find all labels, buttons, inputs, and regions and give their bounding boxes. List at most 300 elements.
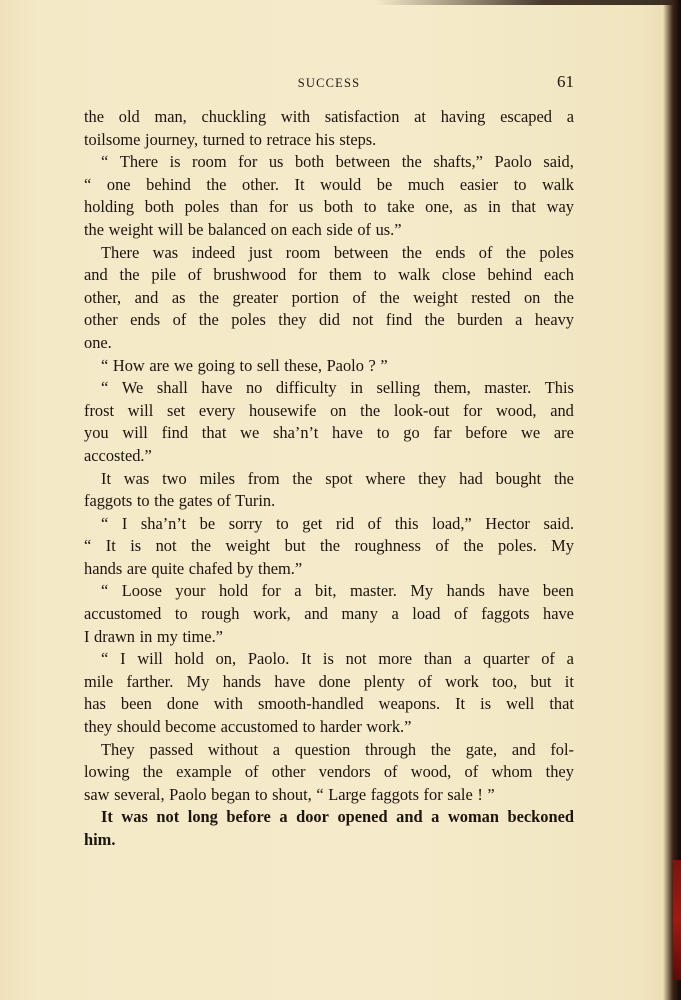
word: for: [298, 265, 318, 285]
word: between: [333, 242, 389, 262]
text-line: [84, 196, 574, 219]
word: wood,: [495, 400, 537, 420]
word: of: [418, 671, 432, 691]
word: the: [553, 287, 574, 307]
word: the: [198, 310, 219, 330]
word: There: [101, 242, 140, 262]
word: hands: [222, 671, 262, 691]
word: more: [378, 649, 413, 669]
word: way: [546, 197, 574, 217]
word: plenty: [363, 671, 405, 691]
word: whom: [491, 762, 533, 782]
word: on: [523, 287, 541, 307]
word: of: [478, 242, 493, 262]
word: one.: [84, 332, 112, 352]
word: My: [551, 536, 574, 556]
word: him.: [84, 830, 116, 849]
word: other.: [242, 174, 279, 194]
word: of: [357, 219, 371, 239]
word: question: [294, 739, 351, 759]
word: them.”: [258, 558, 303, 578]
text-line: [84, 106, 574, 129]
text-line: [84, 671, 574, 694]
word: They: [101, 739, 135, 759]
word: a: [272, 739, 281, 759]
text-line: [84, 400, 574, 423]
word: and: [396, 807, 423, 827]
word: been: [542, 581, 574, 601]
word: the: [401, 152, 422, 172]
word: balanced: [207, 219, 267, 239]
word: have: [201, 378, 233, 398]
text-line: [84, 626, 574, 649]
word: on: [330, 400, 347, 420]
word: has: [84, 694, 106, 714]
word: we: [173, 355, 194, 375]
word: harder: [319, 717, 362, 737]
word: be: [187, 219, 204, 239]
word: going: [197, 355, 235, 375]
word: become: [165, 717, 217, 737]
word: it: [564, 671, 574, 691]
word: was: [123, 468, 150, 488]
word: old: [118, 107, 140, 126]
word: the: [360, 400, 381, 420]
text-line: [84, 603, 574, 626]
word: poles: [539, 242, 574, 262]
word: miles: [199, 468, 235, 488]
word: on: [270, 219, 288, 239]
word: from: [247, 468, 280, 488]
word: of: [244, 762, 259, 782]
word: without: [207, 739, 259, 759]
text-line: [84, 558, 574, 581]
word: sell: [256, 355, 280, 375]
word: indeed: [191, 242, 236, 262]
word: each: [543, 265, 574, 285]
word: to: [249, 129, 262, 149]
word: as: [463, 197, 478, 217]
word: well: [506, 694, 535, 714]
word: of: [217, 491, 231, 511]
word: and: [304, 604, 328, 624]
word: sha’n’t: [140, 513, 187, 533]
word: Paolo: [326, 355, 364, 375]
word: portion: [291, 287, 339, 307]
word: the: [119, 265, 140, 285]
word: the: [401, 242, 422, 262]
word: take: [387, 197, 415, 217]
word: chafed: [188, 558, 233, 578]
word: ”: [380, 355, 388, 375]
word: door: [296, 807, 329, 827]
word: will: [137, 649, 163, 669]
word: will: [122, 423, 148, 443]
word: the: [206, 174, 227, 194]
word: and: [134, 287, 159, 307]
word: poles.: [497, 536, 537, 556]
word: of: [383, 762, 398, 782]
page-number: 61: [557, 72, 574, 91]
text-line: [84, 129, 574, 152]
word: to: [275, 513, 289, 533]
word: long: [187, 807, 218, 827]
word: “: [101, 152, 109, 172]
text-line: [84, 580, 574, 603]
word: Turin.: [235, 491, 276, 511]
word: for: [268, 197, 288, 217]
word: they: [278, 310, 307, 330]
word: “: [101, 581, 109, 601]
word: my: [156, 626, 178, 646]
word: burden: [457, 310, 503, 330]
word: opened: [337, 807, 388, 827]
word: quarter: [483, 649, 530, 669]
word: man,: [154, 107, 187, 126]
body-text: [84, 106, 574, 852]
word: for: [238, 152, 258, 172]
word: is: [322, 649, 334, 669]
word: poles: [231, 310, 266, 330]
text-line: [84, 287, 574, 310]
word: every: [198, 400, 236, 420]
text-line: [84, 761, 574, 784]
word: than: [229, 197, 259, 217]
word: before: [226, 807, 271, 827]
word: of: [367, 513, 382, 533]
word: find: [161, 423, 189, 443]
word: sorry: [228, 513, 263, 533]
word: !: [477, 784, 483, 804]
text-line: [84, 513, 574, 536]
word: vendors: [318, 762, 371, 782]
word: have: [332, 423, 363, 443]
word: a: [391, 604, 399, 624]
word: us.”: [375, 219, 402, 239]
word: they: [545, 762, 574, 782]
word: the: [379, 287, 400, 307]
word: they: [84, 717, 113, 737]
word: this: [394, 513, 419, 533]
word: a: [463, 649, 472, 669]
word: accustomed: [84, 604, 162, 624]
word: It: [101, 468, 112, 488]
word: frost: [84, 400, 115, 420]
word: many: [341, 604, 378, 624]
word: quite: [151, 558, 185, 578]
word: we: [240, 423, 260, 443]
word: on,: [215, 649, 237, 669]
word: bit,: [315, 581, 337, 601]
word: are: [149, 355, 170, 375]
word: and: [511, 739, 536, 759]
word: of: [464, 762, 479, 782]
word: retrace: [266, 129, 312, 149]
word: done: [318, 671, 351, 691]
text-line: [84, 151, 574, 174]
word: said.: [543, 513, 574, 533]
word: sha’n’t: [273, 423, 319, 443]
word: gates: [178, 491, 213, 511]
book-spine-red-binding: [673, 860, 681, 980]
word: not: [352, 310, 374, 330]
book-spine-shadow: [663, 0, 681, 1000]
text-line: [84, 490, 574, 513]
word: hands: [84, 558, 123, 578]
text-line: [84, 693, 574, 716]
word: “: [101, 355, 109, 375]
text-line: [84, 309, 574, 332]
word: Loose: [121, 581, 162, 601]
word: to: [302, 717, 316, 737]
word: turned: [202, 129, 245, 149]
word: shout,: [272, 784, 312, 804]
word: you: [84, 423, 109, 443]
text-line: [84, 806, 574, 829]
word: I: [120, 649, 126, 669]
word: drawn: [94, 626, 136, 646]
word: of: [435, 536, 450, 556]
word: with: [280, 107, 311, 126]
text-line: [84, 784, 574, 807]
word: selling: [376, 378, 421, 398]
chapter-title: SUCCESS: [297, 76, 361, 90]
text-line: [84, 422, 574, 445]
word: have: [274, 671, 306, 691]
word: two: [162, 468, 187, 488]
word: work,: [252, 604, 291, 624]
word: heavy: [534, 310, 574, 330]
word: these,: [284, 355, 322, 375]
word: far: [433, 423, 452, 443]
word: set: [166, 400, 186, 420]
page-top-edge: [0, 0, 681, 5]
word: his: [315, 129, 335, 149]
word: the: [505, 242, 526, 262]
word: of: [541, 649, 555, 669]
word: holding: [84, 197, 135, 217]
word: had: [459, 468, 483, 488]
text-line: [84, 219, 574, 242]
word: the: [430, 739, 451, 759]
word: behind: [487, 265, 533, 285]
word: both: [323, 197, 354, 217]
word: room: [192, 152, 227, 172]
word: go: [403, 423, 420, 443]
word: close: [441, 265, 476, 285]
word: the: [84, 107, 105, 126]
word: did: [318, 310, 340, 330]
text-line: [84, 739, 574, 762]
word: master.: [484, 378, 532, 398]
word: weight: [225, 536, 271, 556]
word: just: [248, 242, 273, 262]
word: the: [154, 491, 175, 511]
word: as: [171, 287, 186, 307]
word: not: [345, 649, 367, 669]
word: master.: [349, 581, 397, 601]
word: greater: [232, 287, 279, 307]
word: How: [112, 355, 145, 375]
word: a: [566, 107, 574, 126]
word: It: [301, 649, 312, 669]
word: the: [553, 468, 574, 488]
word: was: [152, 242, 179, 262]
word: been: [120, 694, 152, 714]
text-line: [84, 829, 574, 852]
word: hold: [174, 649, 204, 669]
word: your: [175, 581, 206, 601]
word: will: [127, 400, 154, 420]
word: spot: [325, 468, 353, 488]
word: of: [187, 265, 202, 285]
word: “: [101, 378, 109, 398]
word: accustomed: [220, 717, 299, 737]
text-line: [84, 242, 574, 265]
word: a: [515, 310, 523, 330]
word: they: [418, 468, 447, 488]
text-line: [84, 648, 574, 671]
word: “: [84, 536, 92, 556]
word: should: [116, 717, 161, 737]
word: beckoned: [507, 807, 574, 827]
word: done: [166, 694, 199, 714]
word: in: [487, 197, 501, 217]
word: “: [316, 784, 324, 804]
word: them: [328, 265, 362, 285]
word: chuckling: [201, 107, 267, 126]
word: to: [376, 423, 390, 443]
word: load,”: [432, 513, 472, 533]
word: through: [365, 739, 417, 759]
word: hands: [446, 581, 485, 601]
word: that: [201, 423, 227, 443]
word: get: [302, 513, 323, 533]
word: of: [352, 287, 367, 307]
word: a: [279, 807, 288, 827]
word: easier: [459, 174, 499, 194]
word: passed: [149, 739, 194, 759]
word: is: [480, 694, 492, 714]
word: is: [169, 152, 181, 172]
word: walk: [542, 174, 574, 194]
word: find: [385, 310, 413, 330]
word: steps.: [339, 129, 377, 149]
word: to: [254, 784, 268, 804]
text-line: [84, 445, 574, 468]
word: have: [543, 604, 574, 624]
word: was: [121, 807, 148, 827]
word: to: [239, 355, 253, 375]
word: Paolo: [169, 784, 207, 804]
word: began: [211, 784, 251, 804]
word: “: [101, 513, 109, 533]
text-line: [84, 468, 574, 491]
word: My: [186, 671, 210, 691]
word: each: [291, 219, 322, 239]
word: no: [245, 378, 263, 398]
word: will: [157, 219, 184, 239]
word: much: [407, 174, 445, 194]
word: the: [199, 287, 220, 307]
text-line: [84, 377, 574, 400]
word: said,: [543, 152, 574, 172]
word: a: [566, 649, 574, 669]
word: farther.: [126, 671, 174, 691]
word: roughness: [354, 536, 421, 556]
word: “: [101, 649, 109, 669]
word: weight: [413, 287, 458, 307]
word: one,: [425, 197, 453, 217]
text-line: [84, 355, 574, 378]
word: poles: [184, 197, 220, 217]
word: between: [335, 152, 391, 172]
word: brushwood: [213, 265, 287, 285]
word: ”: [487, 784, 495, 804]
word: faggots: [370, 784, 419, 804]
word: of: [454, 604, 468, 624]
word: work.”: [366, 717, 412, 737]
word: the: [292, 468, 313, 488]
word: sale: [447, 784, 473, 804]
word: This: [544, 378, 574, 398]
word: time.”: [182, 626, 223, 646]
word: fol-: [550, 739, 574, 759]
word: faggots: [481, 604, 530, 624]
word: behind: [146, 174, 191, 194]
word: ?: [368, 355, 376, 375]
word: rough: [201, 604, 240, 624]
word: the: [319, 536, 340, 556]
word: to: [363, 197, 377, 217]
word: in: [139, 626, 153, 646]
text-line: [84, 716, 574, 739]
word: of: [172, 310, 187, 330]
word: side: [326, 219, 353, 239]
word: wood,: [410, 762, 452, 782]
word: by: [237, 558, 254, 578]
word: ends: [435, 242, 466, 262]
word: lowing: [84, 762, 130, 782]
word: toilsome: [84, 129, 141, 149]
word: for: [463, 400, 483, 420]
word: gate,: [465, 739, 498, 759]
word: us: [298, 197, 314, 217]
word: are: [553, 423, 574, 443]
word: but: [530, 671, 552, 691]
word: have: [498, 581, 530, 601]
word: other: [271, 762, 306, 782]
text-line: [84, 264, 574, 287]
word: “: [84, 174, 92, 194]
word: the: [463, 536, 484, 556]
word: It: [455, 694, 466, 714]
word: weapons.: [378, 694, 441, 714]
word: Paolo: [494, 152, 532, 172]
word: would: [320, 174, 362, 194]
word: example: [176, 762, 232, 782]
word: that: [511, 197, 536, 217]
word: one: [106, 174, 131, 194]
word: a: [431, 807, 440, 827]
word: other,: [84, 287, 122, 307]
word: with: [213, 694, 243, 714]
word: to: [174, 604, 188, 624]
word: weight: [108, 219, 154, 239]
word: them,: [433, 378, 471, 398]
word: is: [130, 536, 142, 556]
word: both: [294, 152, 325, 172]
